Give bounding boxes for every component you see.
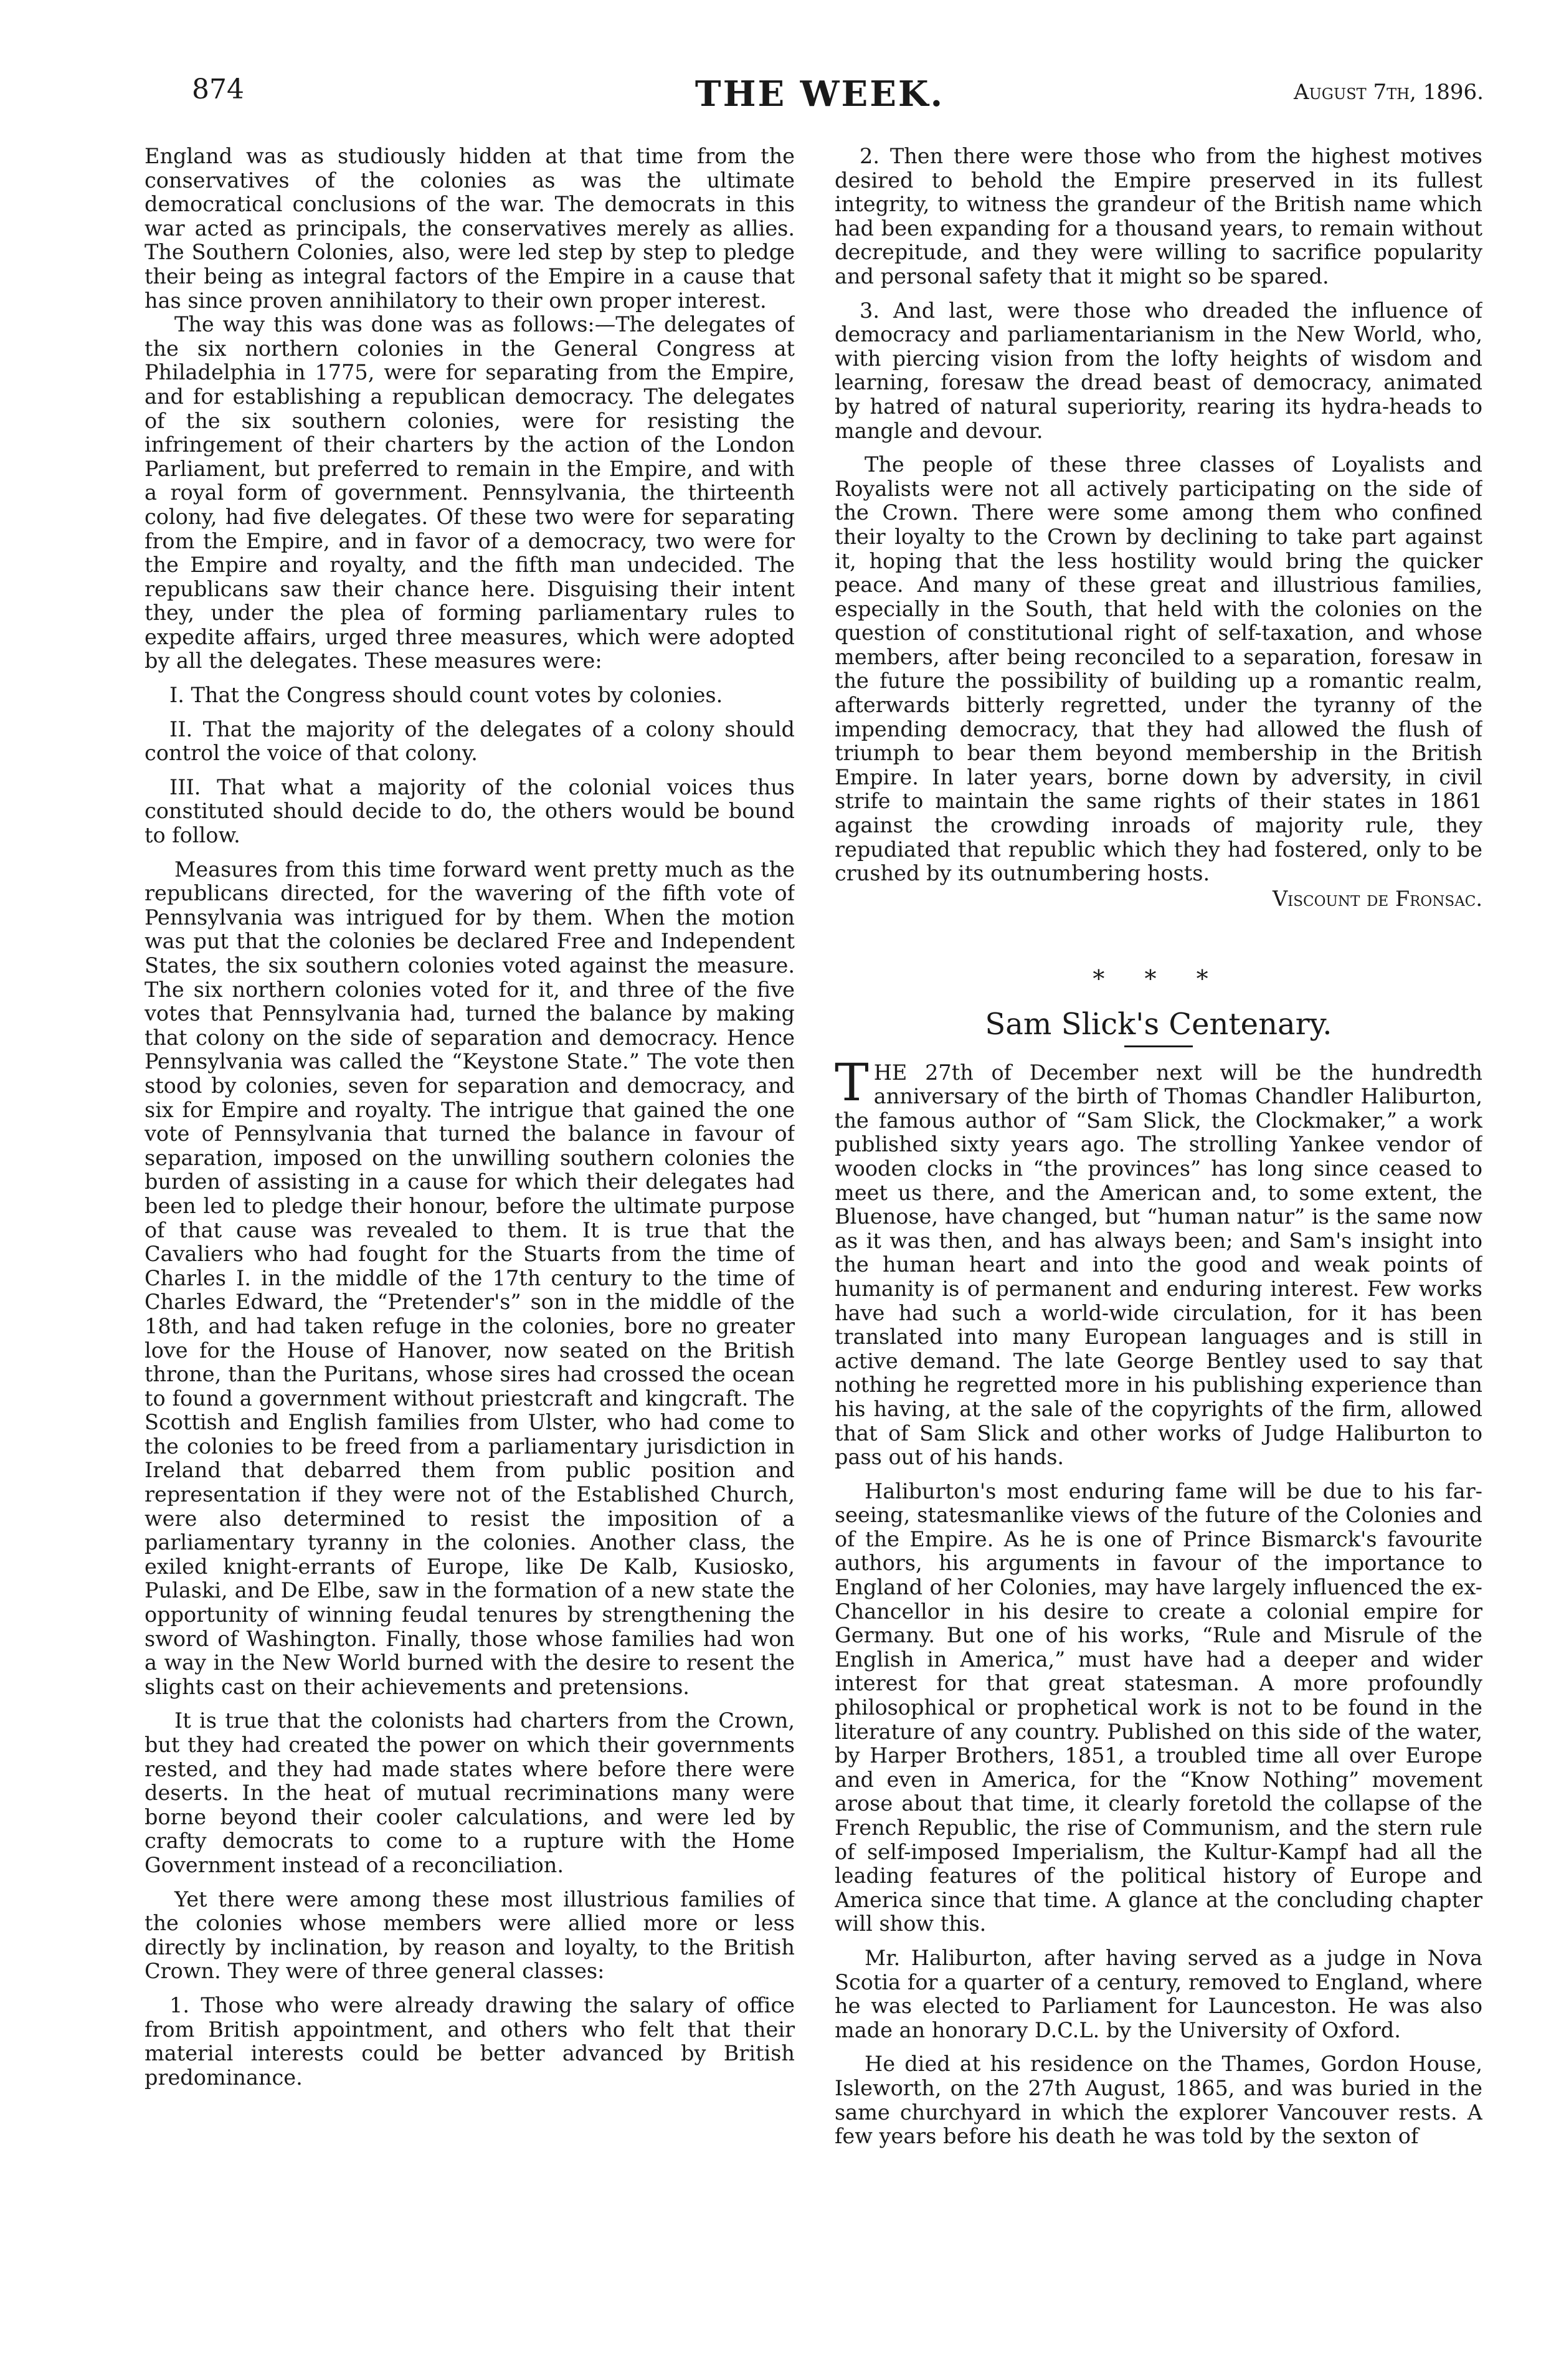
class-item: 3. And last, were those who dreaded the influence of democracy and parliamentarianism in the New World, who, with piercing vision from the lofty heights of wisdom and learning, foresaw the dread beast of democracy, animated by hatred of natural superiority, rearing its hydra-heads to mangle and devour. bbox=[835, 298, 1482, 443]
measure-item: III. That what a majority of the colonial voices thus constituted should decide to do, the others would be bound to follow. bbox=[145, 774, 795, 848]
measure-item: II. That the majority of the delegates of a colony should control the voice of that colony. bbox=[145, 716, 795, 766]
lead-text: HE 27th of December next will be the hundredth anniversary of the birth of Thomas Chandler Haliburton, the famous author of “Sam Slick, the Clockmaker,” a work published sixty years ago. The strolling Yankee vendor of wooden clocks in “the provinces” has long since ceased to meet us there, and the American and, to some extent, the Bluenose, have changed, but “human natur” is the same now as it was then, and has always been; and Sam's insight into the human heart and into the good and weak points of humanity is of permanent and enduring interest. Few works have had such a world-wide circulation, for it has been translated into many European languages and is still in active demand. The late George Bentley used to say that nothing he regretted more in his publishing experience than his having, at the sale of the copyrights of the firm, allowed that of Sam Slick and other works of Judge Haliburton to pass out of his hands. bbox=[835, 1060, 1482, 1470]
class-item: 2. Then there were those who from the highest motives desired to behold the Empire preserved in its fullest integrity, to witness the grandeur of the British name which had been expanding for a thousand years, to remain without decrepitude, and they were willing to sacrifice popularity and personal safety that it might so be spared. bbox=[835, 145, 1482, 288]
article-title: Sam Slick's Centenary. bbox=[985, 1007, 1332, 1042]
drop-cap: T bbox=[835, 1053, 869, 1113]
paragraph: Mr. Haliburton, after having served as a judge in Nova Scotia for a quarter of a century, removed to England, where he was elected to Parliament for Launceston. He was also made an honorary D.C.L. by the University of Oxford. bbox=[835, 1945, 1482, 2042]
issue-date: August 7th, 1896. bbox=[1294, 80, 1484, 105]
article-lead-paragraph bbox=[835, 1053, 1482, 1470]
masthead-title: THE WEEK. bbox=[695, 74, 945, 115]
right-column bbox=[835, 145, 1482, 2250]
paragraph: England was as studiously hidden at that time from the conservatives of the colonies as was the ultimate democratical conclusions of the war. The democrats in this war acted as principals, the conservatives merely as allies. The Southern Colonies, also, were led step by step to pledge their being as integral factors of the Empire in a cause that has since proven annihilatory to their own proper interest. bbox=[145, 145, 795, 313]
paragraph: The people of these three classes of Loyalists and Royalists were not all actively participating on the side of the Crown. There were some among them who confined their loyalty to the Crown by declining to take part against it, hoping that the less hostility would bring the quicker peace. And many of these great and illustrious families, especially in the South, that held with the colonies on the question of constitutional right of self-taxation, and whose members, after being reconciled to a separation, foresaw in the future the possibility of building up a romantic realm, afterwards bitterly regretted, under the tyranny of the impending democracy, that they had allowed the flush of triumph to bear them beyond membership in the British Empire. In later years, borne down by adversity, in civil strife to maintain the same rights of their states in 1861 against the crowding inroads of majority rule, they repudiated that republic which they had fostered, only to be crushed by its outnumbering hosts. bbox=[835, 452, 1482, 886]
measure-item: I. That the Congress should count votes by colonies. bbox=[169, 683, 723, 708]
paragraph: Haliburton's most enduring fame will be due to his far-seeing, statesmanlike views of the future of the Colonies and of the Empire. As he is one of Prince Bismarck's favourite authors, his arguments in favour of the importance to England of her Colonies, may have largely influenced the ex-Chancellor in his desire to create a colonial empire for Germany. But one of his works, “Rule and Misrule of the English in America,” must have had a deeper and wider interest for that great statesman. A more profoundly philosophical or prophetical work is not to be found in the literature of any country. Published on this side of the water, by Harper Brothers, 1851, a troubled time all over Europe and even in America, for the “Know Nothing” movement arose about that time, it clearly foretold the collapse of the French Republic, the rise of Communism, and the stern rule of self-imposed Imperialism, the Kultur-Kampf had all the leading features of the political history of Europe and America since that time. A glance at the concluding chapter will show this. bbox=[835, 1478, 1482, 1936]
page-number: 874 bbox=[192, 74, 244, 105]
page-header bbox=[156, 74, 1484, 130]
title-rule bbox=[1124, 1045, 1193, 1047]
paragraph: The way this was done was as follows:—The delegates of the six northern colonies in the General Congress at Philadelphia in 1775, were for separating from the Empire, and for establishing a republican democracy. The delegates of the six southern colonies, were for resisting the infringement of their charters by the action of the London Parliament, but preferred to remain in the Empire, and with a royal form of government. Pennsylvania, the thirteenth colony, had five delegates. Of these two were for separating from the Empire, and in favor of a democracy, two were for the Empire and royalty, and the fifth man undecided. The republicans saw their chance here. Disguising their intent they, under the plea of forming parliamentary rules to expedite affairs, urged three measures, which were adopted by all the delegates. These measures were: bbox=[145, 312, 795, 674]
paragraph: Measures from this time forward went pretty much as the republicans directed, for the wavering of the fifth vote of Pennsylvania was intrigued for by them. When the motion was put that the colonies be declared Free and Independent States, the six southern colonies voted against the measure. The six northern colonies voted for it, and three of the five votes that Pennsylvania had, turned the balance by making that colony on the side of separation and democracy. Hence Pennsylvania was called the “Keystone State.” The vote then stood by colonies, seven for separation and democracy, and six for Empire and royalty. The intrigue that gained the one vote of Pennsylvania that turned the balance in favour of separation, imposed on the unwilling southern colonies the burden of assisting in a cause for which their delegates had been led to pledge their honour, before the ultimate purpose of that cause was revealed to them. It is true that the Cavaliers who had fought for the Stuarts from the time of Charles I. in the middle of the 17th century to the time of Charles Edward, the “Pretender's” son in the middle of the 18th, and had taken refuge in the colonies, bore no greater love for the House of Hanover, now seated on the British throne, than the Puritans, whose sires had crossed the ocean to found a government without priestcraft and kingcraft. The Scottish and English families from Ulster, who had come to the colonies to be freed from a parliamentary jurisdiction in Ireland that debarred them from public position and representation if they were not of the Established Church, were also determined to resist the imposition of a parliamentary tyranny in the colonies. Another class, the exiled knight-errants of Europe, like De Kalb, Kusiosko, Pulaski, and De Elbe, saw in the formation of a new state the opportunity of winning feudal tenures by strengthening the sword of Washington. Finally, those whose families had won a way in the New World burned with the desire to resent the slights cast on their achievements and pretensions. bbox=[145, 857, 795, 1699]
author-signature: Viscount de Fronsac. bbox=[1272, 886, 1482, 911]
paragraph: He died at his residence on the Thames, Gordon House, Isleworth, on the 27th August, 1865, and was buried in the same churchyard in which the explorer Vancouver rests. A few years before his death he was told by the sexton of bbox=[835, 2052, 1482, 2149]
section-divider-stars: * * * bbox=[1093, 965, 1225, 993]
class-item: 1. Those who were already drawing the salary of office from British appointment, and others who felt that their material interests could be better advanced by British predominance. bbox=[145, 1992, 795, 2090]
left-column bbox=[145, 145, 795, 2244]
paragraph: It is true that the colonists had charters from the Crown, but they had created the power on which their governments rested, and they had made states where before there were deserts. In the heat of mutual recriminations many were borne beyond their cooler calculations, and were led by crafty democrats to come to a rupture with the Home Government instead of a reconciliation. bbox=[145, 1708, 795, 1877]
paragraph: Yet there were among these most illustrious families of the colonies whose members were allied more or less directly by inclination, by reason and loyalty, to the British Crown. They were of three general classes: bbox=[145, 1887, 795, 1984]
